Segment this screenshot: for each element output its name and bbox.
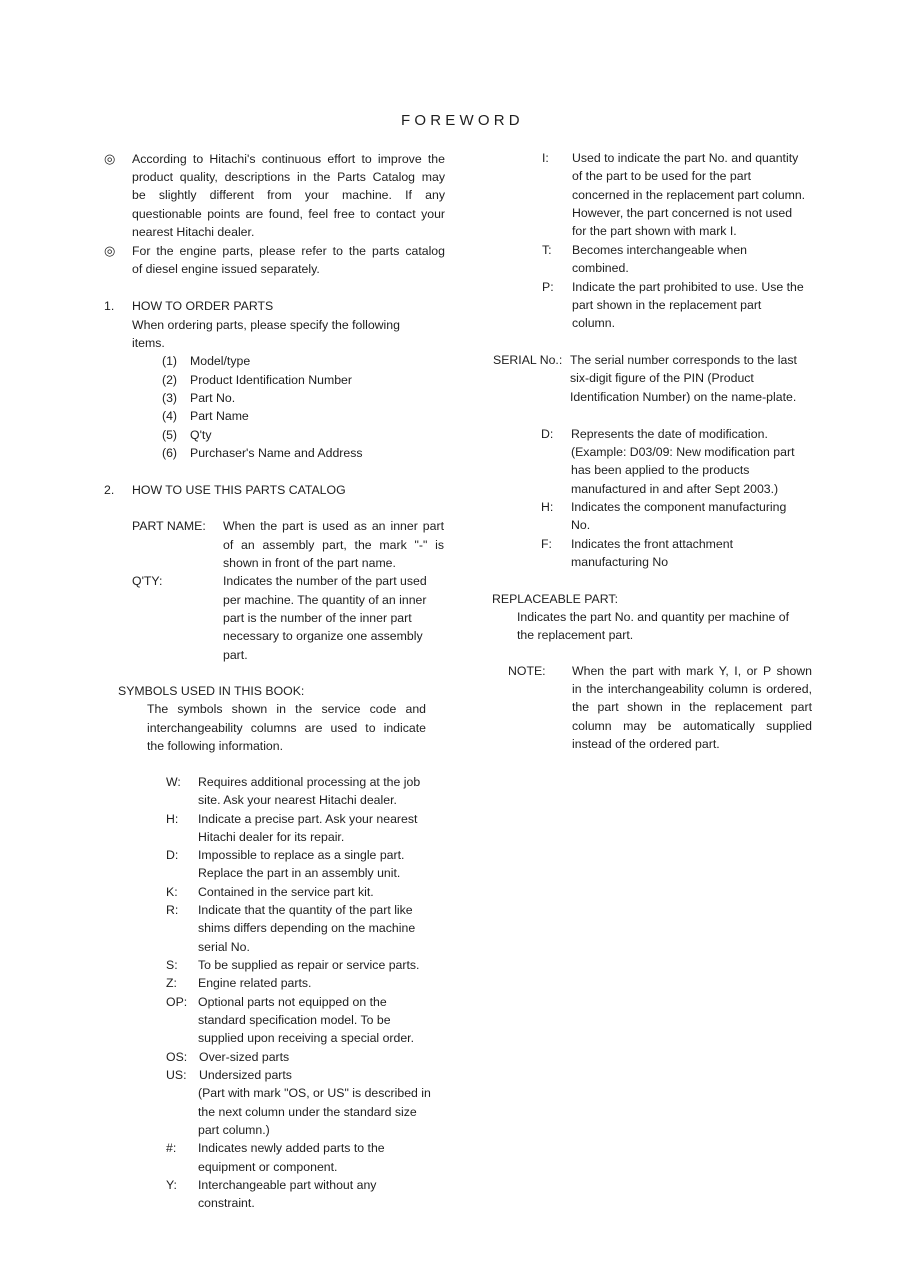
symbol-desc: Indicate a precise part. Ask your nearest [198,812,418,826]
section-2-number: 2. [104,483,115,497]
definition-line: When the part is used as an inner part [223,519,444,533]
intro-paragraph-1-line: According to Hitachi's continuous effort to improve the [132,152,445,166]
symbol-desc: shims differs depending on the machine [198,921,416,935]
replaceable-heading: REPLACEABLE PART: [492,592,618,606]
symbol-desc: Contained in the service part kit. [198,885,374,899]
symbol-desc: supplied upon receiving a special order. [198,1031,415,1045]
symbol-code: Y: [166,1178,177,1192]
symbol-desc: column. [572,316,616,330]
symbol-desc: Indicate the part prohibited to use. Use the [572,280,804,294]
section-1-heading: HOW TO ORDER PARTS [132,299,274,313]
symbol-desc: Used to indicate the part No. and quantity [572,151,799,165]
symbol-desc: Indicates newly added parts to the [198,1141,385,1155]
symbol-desc: of the part to be used for the part [572,169,752,183]
symbol-desc: Interchangeable part without any [198,1178,377,1192]
symbol-desc: part column.) [198,1123,270,1137]
order-item-number: (3) [162,391,178,405]
intro-paragraph-1-line: nearest Hitachi dealer. [132,225,255,239]
symbol-code: W: [166,775,181,789]
intro-paragraph-1-line: be slightly different from your machine. If any [132,188,445,202]
symbol-code: Z: [166,976,177,990]
symbol-code: OP: [166,995,188,1009]
symbol-desc: Undersized parts [199,1068,292,1082]
symbol-code: H: [166,812,179,826]
symbol-desc: manufacturing No [571,555,669,569]
order-item-number: (5) [162,428,178,442]
symbol-code: D: [541,427,554,441]
symbol-desc: Over-sized parts [199,1050,290,1064]
symbol-code: S: [166,958,178,972]
intro-paragraph-2-line: For the engine parts, please refer to the parts catalog [132,244,445,258]
symbol-code: R: [166,903,179,917]
symbol-desc: Indicates the front attachment [571,537,734,551]
note-desc: the part shown in the replacement part [572,700,812,714]
intro-paragraph-1-line: questionable points are found, feel free to contact your [132,207,445,221]
symbol-code: #: [166,1141,177,1155]
definition-line: Indicates the number of the part used [223,574,427,588]
definition-term-qty: Q'TY: [132,574,163,588]
symbol-desc: site. Ask your nearest Hitachi dealer. [198,793,397,807]
serial-term: SERIAL No.: [493,353,563,367]
section-1-body: items. [132,336,165,350]
symbol-desc: combined. [572,261,629,275]
order-item-text: Product Identification Number [190,373,352,387]
symbol-desc: standard specification model. To be [198,1013,391,1027]
symbols-intro-line: The symbols shown in the service code and [147,702,426,716]
note-desc: When the part with mark Y, I, or P shown [572,664,812,678]
symbol-desc: (Part with mark "OS, or US" is described in [198,1086,431,1100]
double-circle-bullet-icon: ◎ [104,243,116,258]
symbol-desc: (Example: D03/09: New modification part [571,445,795,459]
symbol-code: P: [542,280,554,294]
definition-line: shown in front of the part name. [223,556,396,570]
symbol-desc: Represents the date of modification. [571,427,768,441]
section-1-number: 1. [104,299,115,313]
symbol-desc: Impossible to replace as a single part. [198,848,405,862]
note-desc: instead of the ordered part. [572,737,720,751]
symbol-code: D: [166,848,179,862]
symbol-code: K: [166,885,178,899]
symbol-desc: Optional parts not equipped on the [198,995,387,1009]
note-desc: column may be automatically supplied [572,719,812,733]
order-item-number: (2) [162,373,178,387]
replaceable-desc: the replacement part. [517,628,634,642]
definition-line: part. [223,648,248,662]
symbols-intro-line: the following information. [147,739,284,753]
serial-desc: The serial number corresponds to the last [570,353,797,367]
symbol-code: I: [542,151,549,165]
symbols-intro-line: interchangeability columns are used to indicate [147,721,426,735]
note-term: NOTE: [508,664,546,678]
definition-line: per machine. The quantity of an inner [223,593,427,607]
symbol-code: F: [541,537,552,551]
symbol-desc: manufactured in and after Sept 2003.) [571,482,779,496]
symbol-desc: However, the part concerned is not used [572,206,793,220]
page-title: FOREWORD [401,112,524,129]
order-item-text: Part Name [190,409,249,423]
double-circle-bullet-icon: ◎ [104,151,116,166]
definition-term-part-name: PART NAME: [132,519,206,533]
order-item-text: Q'ty [190,428,212,442]
symbol-desc: constraint. [198,1196,255,1210]
symbol-desc: Indicate that the quantity of the part like [198,903,413,917]
order-item-text: Part No. [190,391,236,405]
symbol-desc: Engine related parts. [198,976,312,990]
definition-line: of an assembly part, the mark "-" is [223,538,444,552]
symbol-desc: part shown in the replacement part [572,298,762,312]
symbol-desc: Requires additional processing at the job [198,775,421,789]
symbol-desc: To be supplied as repair or service parts. [198,958,420,972]
definition-line: part is the number of the inner part [223,611,412,625]
section-1-body: When ordering parts, please specify the following [132,318,400,332]
symbol-desc: has been applied to the products [571,463,750,477]
order-item-number: (1) [162,354,178,368]
symbol-desc: Hitachi dealer for its repair. [198,830,345,844]
note-desc: in the interchangeability column is ordered, [572,682,812,696]
symbol-desc: equipment or component. [198,1160,338,1174]
definition-line: necessary to organize one assembly [223,629,423,643]
section-2-heading: HOW TO USE THIS PARTS CATALOG [132,483,346,497]
order-item-number: (6) [162,446,178,460]
intro-paragraph-1-line: product quality, descriptions in the Parts Catalog may [132,170,445,184]
symbol-code: OS: [166,1050,188,1064]
order-item-number: (4) [162,409,178,423]
symbol-desc: serial No. [198,940,250,954]
symbol-code: T: [542,243,552,257]
symbol-desc: the next column under the standard size [198,1105,417,1119]
symbol-desc: for the part shown with mark I. [572,224,737,238]
symbol-desc: No. [571,518,591,532]
replaceable-desc: Indicates the part No. and quantity per machine of [517,610,790,624]
symbols-heading: SYMBOLS USED IN THIS BOOK: [118,684,305,698]
intro-paragraph-2-line: of diesel engine issued separately. [132,262,320,276]
serial-desc: six-digit figure of the PIN (Product [570,371,754,385]
symbol-desc: concerned in the replacement part column. [572,188,806,202]
symbol-desc: Becomes interchangeable when [572,243,748,257]
order-item-text: Model/type [190,354,251,368]
symbol-desc: Indicates the component manufacturing [571,500,787,514]
symbol-code: H: [541,500,554,514]
symbol-desc: Replace the part in an assembly unit. [198,866,401,880]
order-item-text: Purchaser's Name and Address [190,446,363,460]
serial-desc: Identification Number) on the name-plate. [570,390,797,404]
symbol-code: US: [166,1068,187,1082]
